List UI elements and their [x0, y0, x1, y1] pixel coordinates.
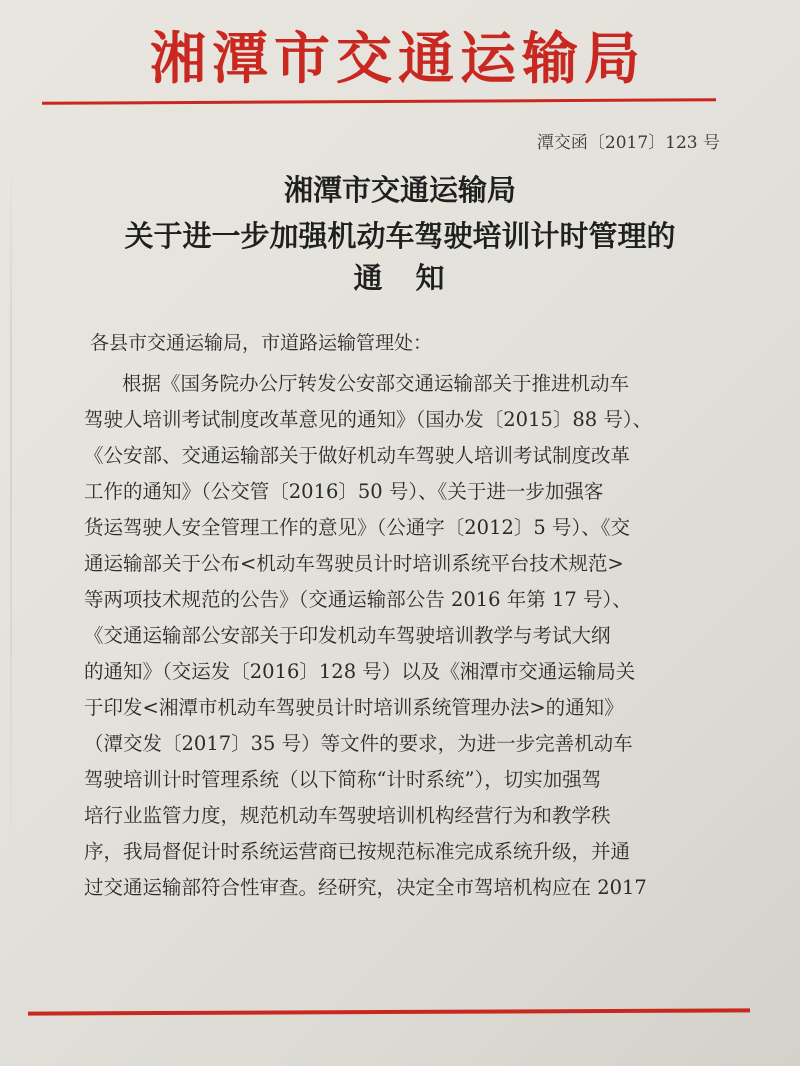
document-number: 潭交函〔2017〕123 号 — [536, 133, 720, 153]
title-line-3: 通 知 — [353, 261, 447, 295]
body-line: 《公安部、交通运输部关于做好机动车驾驶人培训考试制度改革 — [84, 444, 631, 467]
body-line: 工作的通知》（公交管〔2016〕50 号）、《关于进一步加强客 — [84, 480, 604, 503]
body-line: 根据《国务院办公厅转发公安部交通运输部关于推进机动车 — [122, 372, 630, 395]
body-line: 培行业监管力度，规范机动车驾驶培训机构经营行为和教学秩 — [84, 804, 611, 827]
body-line: 《交通运输部公安部关于印发机动车驾驶培训教学与考试大纲 — [84, 624, 611, 647]
body-line: （潭交发〔2017〕35 号）等文件的要求，为进一步完善机动车 — [84, 732, 633, 755]
footer-red-rule — [28, 1008, 750, 1015]
body-line: 驾驶培训计时管理系统（以下简称“计时系统”），切实加强驾 — [84, 768, 602, 791]
title-line-1: 湘潭市交通运输局 — [283, 173, 516, 207]
body-line: 于印发<湘潭市机动车驾驶员计时培训系统管理办法>的通知》 — [84, 696, 624, 719]
title-line-2: 关于进一步加强机动车驾驶培训计时管理的 — [124, 219, 676, 253]
body-line: 序，我局督促计时系统运营商已按规范标准完成系统升级，并通 — [84, 840, 631, 863]
body-line: 驾驶人培训考试制度改革意见的通知》（国办发〔2015〕88 号）、 — [84, 408, 653, 431]
body-text — [84, 366, 734, 946]
paper-fold-shadow — [10, 150, 12, 870]
addressee: 各县市交通运输局，市道路运输管理处： — [90, 332, 433, 354]
body-line: 过交通运输部符合性审查。经研究，决定全市驾培机构应在 2017 — [84, 876, 647, 899]
body-line: 货运驾驶人安全管理工作的意见》（公通字〔2012〕5 号）、《交 — [84, 516, 630, 539]
letterhead-org-name: 湘潭市交通运输局 — [150, 27, 646, 92]
body-line: 的通知》（交运发〔2016〕128 号）以及《湘潭市交通运输局关 — [84, 660, 636, 683]
body-line: 通运输部关于公布<机动车驾驶员计时培训系统平台技术规范> — [84, 552, 624, 575]
body-line: 等两项技术规范的公告》（交通运输部公告 2016 年第 17 号）、 — [84, 588, 632, 611]
